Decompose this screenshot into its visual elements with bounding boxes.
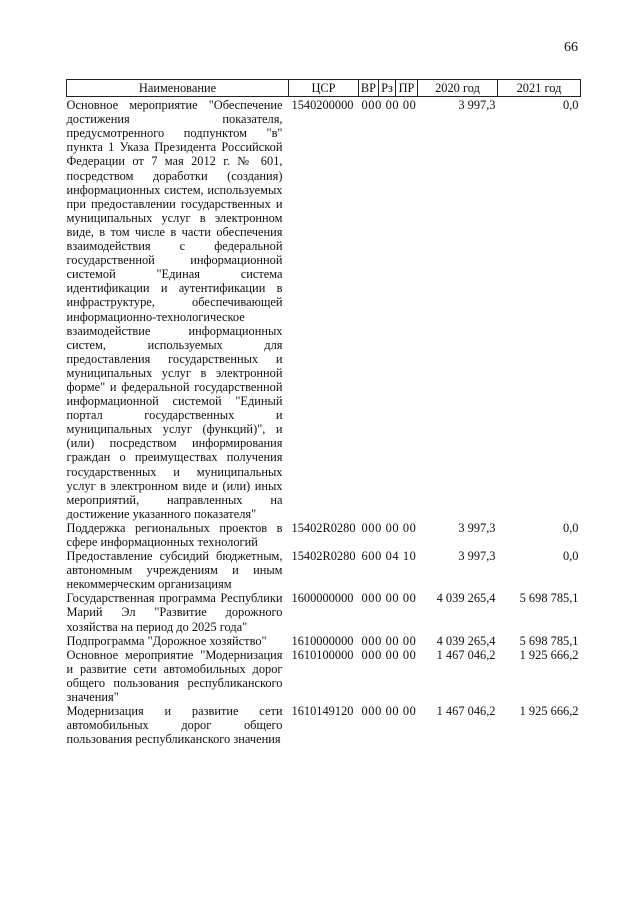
- row-csr: 1540200000: [291, 98, 354, 113]
- row-2021: 0,0: [563, 549, 579, 564]
- row-name: Основное мероприятие "Обеспечение достижения показателя, предусмотренного подпунктом "в" пункта 1 Указа Президента Российской Федерации от 7 мая 2012 г. № 601, посредством доработки (создания) информационных систем, используемых при предоставлении государственных и муниципальных услуг в электронном виде, в том числе в части обеспечения взаимодействия с федеральной государственной информационной системой "Единая система идентификации и аутентификации в инфраструктуре, обеспечивающей информационно-технологическое взаимодействие информационных систем, используемых для предоставления государственных и муниципальных услуг в электронной форме" и федеральной государственной информационной системой "Единый портал государственных и муниципальных услуг (функций)", и (или) посредством информирования граждан о преимуществах получения государственных и муниципальных услуг в электронном виде и (или) иных мероприятий, направленных на достижение указанного показателя": [66, 98, 283, 521]
- row-2020: 1 467 046,2: [436, 704, 496, 719]
- row-csr: 1610100000: [291, 647, 354, 662]
- table-row: [67, 704, 581, 746]
- header-2020: 2020 год: [418, 80, 498, 97]
- row-2021: 0,0: [563, 520, 579, 535]
- table-row: [67, 634, 581, 648]
- table-row: [67, 549, 581, 591]
- row-2020: 1 467 046,2: [436, 647, 496, 662]
- row-csr: 15402R0280: [291, 549, 356, 564]
- page-number: 66: [564, 40, 578, 55]
- row-2020: 3 997,3: [458, 98, 496, 113]
- row-codes: 000 00 00: [361, 520, 417, 535]
- row-codes: 000 00 00: [361, 633, 417, 648]
- row-name: Подпрограмма "Дорожное хозяйство": [66, 633, 267, 648]
- row-name: Поддержка региональных проектов в сфере информационных технологий: [66, 520, 283, 549]
- row-csr: 1610000000: [291, 633, 354, 648]
- table-header-row: [67, 80, 581, 97]
- row-2021: 5 698 785,1: [519, 633, 579, 648]
- row-name: Модернизация и развитие сети автомобильных дорог общего пользования республиканского значения: [66, 704, 283, 747]
- row-codes: 000 00 00: [361, 591, 417, 606]
- header-rz: Рз: [379, 80, 396, 97]
- row-csr: 15402R0280: [291, 520, 356, 535]
- row-2021: 1 925 666,2: [519, 704, 579, 719]
- row-2021: 5 698 785,1: [519, 591, 579, 606]
- row-name: Предоставление субсидий бюджетным, автономным учреждениям и иным некоммерческим организациям: [66, 549, 283, 592]
- row-codes: 000 00 00: [361, 647, 417, 662]
- row-csr: 1610149120: [291, 704, 354, 719]
- row-2021: 1 925 666,2: [519, 647, 579, 662]
- row-name: Основное мероприятие "Модернизация и развитие сети автомобильных дорог общего пользования республиканского значения": [66, 647, 283, 705]
- table-row: [67, 521, 581, 549]
- header-name: Наименование: [67, 80, 289, 97]
- table-row: [67, 591, 581, 633]
- table-row: [67, 97, 581, 521]
- row-csr: 1600000000: [291, 591, 354, 606]
- row-2020: 3 997,3: [458, 549, 496, 564]
- row-2020: 4 039 265,4: [436, 633, 496, 648]
- header-csr: ЦСР: [289, 80, 359, 97]
- row-2020: 3 997,3: [458, 520, 496, 535]
- row-name: Государственная программа Республики Марий Эл "Развитие дорожного хозяйства на период до 2025 года": [66, 591, 283, 634]
- row-codes: 000 00 00: [361, 98, 417, 113]
- row-2020: 4 039 265,4: [436, 591, 496, 606]
- header-vr: ВР: [359, 80, 379, 97]
- row-codes: 000 00 00: [361, 704, 417, 719]
- table-row: [67, 648, 581, 704]
- header-pr: ПР: [396, 80, 418, 97]
- budget-table: [66, 79, 581, 746]
- header-2021: 2021 год: [498, 80, 581, 97]
- row-2021: 0,0: [563, 98, 579, 113]
- row-codes: 600 04 10: [361, 549, 417, 564]
